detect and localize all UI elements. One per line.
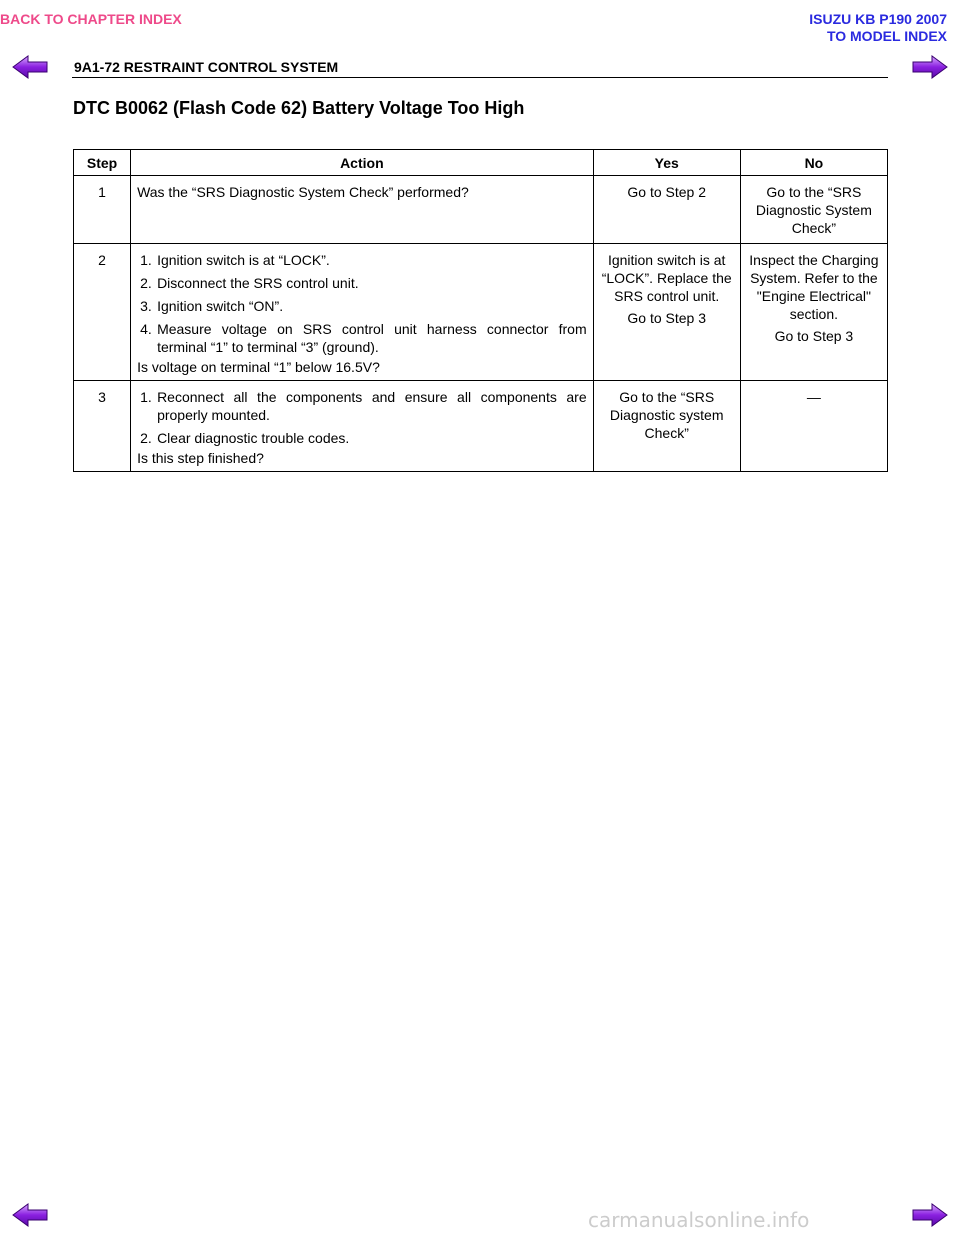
action-step: 2. Clear diagnostic trouble codes. <box>140 430 350 446</box>
action-question: Was the “SRS Diagnostic System Check” performed? <box>137 184 469 200</box>
yes-cell: Go to Step 2 <box>593 176 740 244</box>
action-cell <box>131 244 594 381</box>
header-no: No <box>740 150 887 176</box>
header-divider <box>72 77 888 78</box>
action-cell <box>131 381 594 472</box>
action-step: 1. Ignition switch is at “LOCK”. <box>140 252 330 268</box>
yes-cell <box>593 244 740 381</box>
model-title-link[interactable]: ISUZU KB P190 2007 <box>809 11 947 27</box>
action-steps-list <box>137 388 587 447</box>
table-row <box>74 176 888 244</box>
action-step: 1. Reconnect all the components and ensure all components are properly mounted. <box>140 389 587 423</box>
no-cell: Go to the “SRS Diagnostic System Check” <box>740 176 887 244</box>
diagnostic-table <box>73 149 888 472</box>
table-header-row <box>74 150 888 176</box>
no-text: Inspect the Charging System. Refer to the "Engine Electrical" section. <box>749 252 879 322</box>
section-header: 9A1-72 RESTRAINT CONTROL SYSTEM <box>74 59 339 75</box>
action-steps-list <box>137 251 587 356</box>
action-step: 2. Disconnect the SRS control unit. <box>140 275 359 291</box>
back-to-chapter-index-link[interactable]: BACK TO CHAPTER INDEX <box>0 11 182 27</box>
watermark: carmanualsonline.info <box>588 1208 810 1232</box>
yes-text: Ignition switch is at “LOCK”. Replace the SRS control unit. <box>601 252 732 304</box>
step-number: 1 <box>74 176 131 244</box>
no-cell: — <box>740 381 887 472</box>
prev-page-arrow-icon[interactable] <box>12 1203 48 1227</box>
next-page-arrow-icon[interactable] <box>912 1203 948 1227</box>
action-step: 4. Measure voltage on SRS control unit harness connector from terminal “1” to terminal “3” (ground). <box>140 321 587 355</box>
page-title: DTC B0062 (Flash Code 62) Battery Voltage Too High <box>73 98 525 118</box>
header-action: Action <box>131 150 594 176</box>
action-question: Is this step finished? <box>137 450 264 466</box>
model-index-link[interactable]: TO MODEL INDEX <box>826 28 947 44</box>
yes-goto: Go to Step 3 <box>627 310 707 326</box>
no-cell <box>740 244 887 381</box>
header-step: Step <box>74 150 131 176</box>
header-yes: Yes <box>593 150 740 176</box>
table-row <box>74 244 888 381</box>
next-page-arrow-icon[interactable] <box>912 55 948 79</box>
step-number: 3 <box>74 381 131 472</box>
action-cell <box>131 176 594 244</box>
no-goto: Go to Step 3 <box>774 328 854 344</box>
step-number: 2 <box>74 244 131 381</box>
yes-cell: Go to the “SRS Diagnostic system Check” <box>593 381 740 472</box>
table-row <box>74 381 888 472</box>
action-question: Is voltage on terminal “1” below 16.5V? <box>137 359 380 375</box>
prev-page-arrow-icon[interactable] <box>12 55 48 79</box>
action-step: 3. Ignition switch “ON”. <box>140 298 284 314</box>
